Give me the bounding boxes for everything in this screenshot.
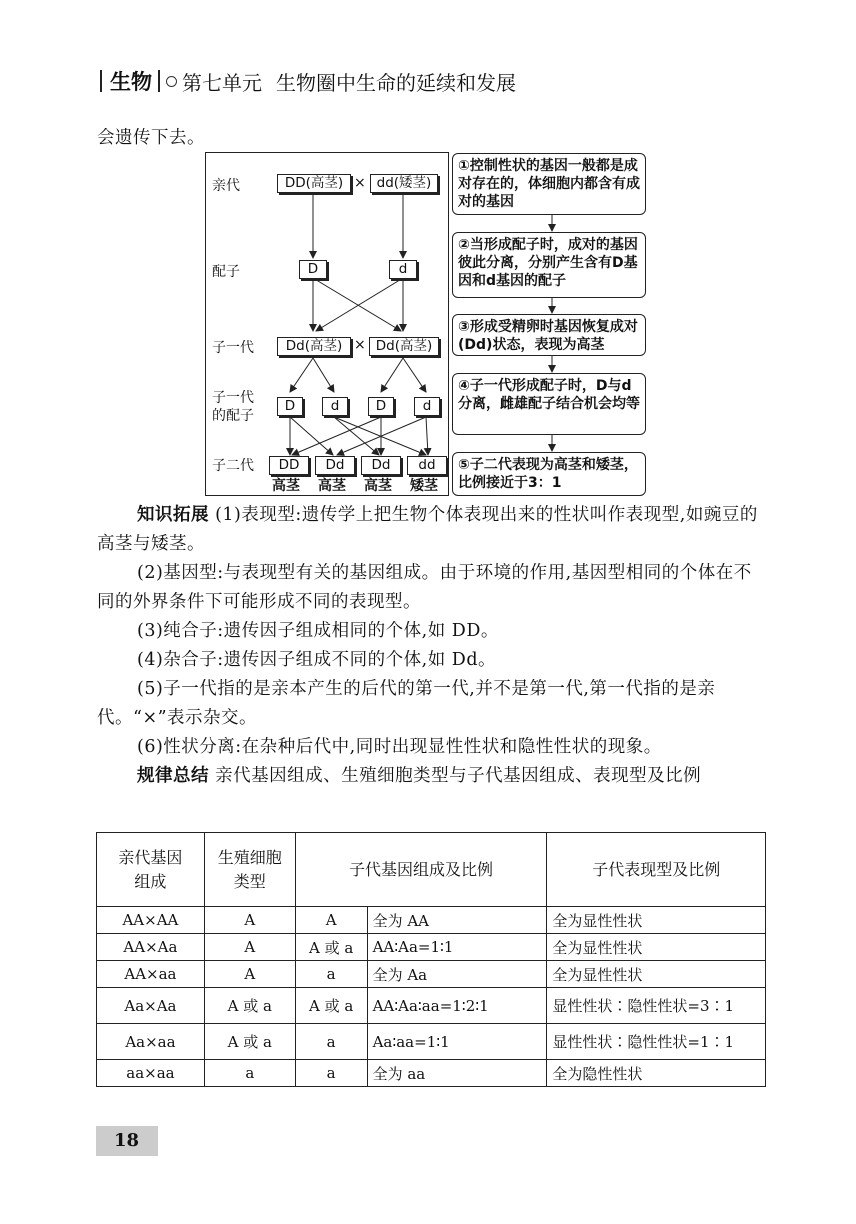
table-row (97, 907, 766, 934)
table-cell: A (295, 907, 367, 934)
f1-gamete-box: D (368, 397, 394, 416)
table-cell: AA∶Aa∶aa=1∶2∶1 (367, 988, 547, 1024)
table-cell: 显性性状∶隐性性状=1∶1 (547, 1024, 766, 1060)
knowledge-p2: (2)基因型:与表现型有关的基因组成。由于环境的作用,基因型相同的个体在不同的外界条件下可能形成不同的表现型。 (97, 563, 752, 612)
f2-phenotype-label: 高茎 (318, 478, 346, 494)
arrow-f1a-d (313, 358, 334, 392)
unit-label: 第七单元 (182, 70, 262, 95)
f2-genotype-box: Dd (361, 456, 401, 475)
table-cell: a (204, 1060, 295, 1087)
table-cell: AA×Aa (97, 934, 205, 961)
parent-DD-box: DD(高茎) (277, 174, 351, 193)
table-header: 生殖细胞类型 (204, 833, 295, 907)
arrow-g4-dd (426, 417, 428, 455)
table-cell: A 或 a (295, 934, 367, 961)
f1-gamete-box: d (322, 397, 348, 416)
table-cell: A (204, 907, 295, 934)
table-cell: A (204, 934, 295, 961)
table-row (97, 1060, 766, 1087)
knowledge-p4: (4)杂合子:遗传因子组成不同的个体,如 Dd。 (137, 650, 497, 670)
subject-label: 生物 (110, 70, 152, 94)
table-header: 亲代基因组成 (97, 833, 205, 907)
step-4-box: ④子一代形成配子时，D与d分离，雌雄配子结合机会均等 (452, 373, 646, 435)
f2-genotype-box: Dd (315, 456, 355, 475)
table-row (97, 934, 766, 961)
table-row (97, 988, 766, 1024)
gamete-D-box: D (299, 260, 327, 279)
row-label-f2: 子二代 (212, 458, 254, 474)
f2-phenotype-label: 高茎 (364, 478, 392, 494)
table-cell: a (295, 961, 367, 988)
f1-box-right: Dd(高茎) (369, 337, 439, 356)
table-cell: A 或 a (204, 988, 295, 1024)
table-row (97, 961, 766, 988)
f2-genotype-box: DD (269, 456, 309, 475)
intro-text: 会遗传下去。 (97, 128, 205, 148)
f1-gamete-box: d (414, 397, 440, 416)
arrow-f1a-D (290, 358, 313, 392)
f2-genotype-box: dd (407, 456, 447, 475)
table-row (97, 1024, 766, 1060)
cross-symbol-f1: × (354, 337, 366, 353)
row-label-parent: 亲代 (212, 178, 240, 194)
chapter-title: 生物圈中生命的延续和发展 (276, 70, 516, 95)
header-bar (100, 70, 102, 92)
step-5-box: ⑤子二代表现为高茎和矮茎，比例接近于3：1 (452, 452, 646, 496)
table-cell: 全为 AA (367, 907, 547, 934)
arrow-f1b-d (403, 358, 426, 392)
arrow-d-f1-left (316, 278, 403, 331)
table-cell: 全为显性性状 (547, 907, 766, 934)
knowledge-section (97, 501, 767, 791)
arrow-g3-DD (292, 417, 381, 455)
table-cell: a (295, 1060, 367, 1087)
table-cell: A (204, 961, 295, 988)
arrow-g2-Dd (334, 417, 379, 455)
parent-dd-box: dd(矮茎) (370, 174, 438, 193)
table-cell: AA∶Aa=1∶1 (367, 934, 547, 961)
knowledge-heading: 知识拓展 (137, 505, 209, 525)
diagram-arrows (206, 153, 448, 495)
table-cell: Aa∶aa=1∶1 (367, 1024, 547, 1060)
f1-box-left: Dd(高茎) (277, 337, 351, 356)
knowledge-p6: (6)性状分离:在杂种后代中,同时出现显性性状和隐性性状的现象。 (137, 737, 662, 757)
knowledge-p1 (97, 501, 767, 559)
summary-heading: 规律总结 (137, 766, 209, 786)
table-header: 子代基因组成及比例 (295, 833, 547, 907)
table-header: 子代表现型及比例 (547, 833, 766, 907)
f1-gamete-box: D (277, 397, 303, 416)
table-cell: 全为隐性性状 (547, 1060, 766, 1087)
table-header-row (97, 833, 766, 907)
table-cell: Aa×aa (97, 1024, 205, 1060)
circle-bullet-icon (166, 76, 177, 87)
row-label-f1: 子一代 (212, 340, 254, 356)
table-cell: 全为显性性状 (547, 961, 766, 988)
f2-phenotype-label: 矮茎 (410, 478, 438, 494)
table-cell: A 或 a (295, 988, 367, 1024)
page-number: 18 (96, 1126, 158, 1156)
table-cell: aa×aa (97, 1060, 205, 1087)
page-header (100, 66, 516, 96)
arrow-g1-Dd (290, 417, 333, 455)
table-cell: 全为 aa (367, 1060, 547, 1087)
row-label-f1-gamete: 子一代 (212, 390, 254, 406)
step-3-box: ③形成受精卵时基因恢复成对(Dd)状态，表现为高茎 (452, 314, 646, 356)
table-cell: 全为 Aa (367, 961, 547, 988)
row-label-gamete: 配子 (212, 264, 240, 280)
table-cell: 显性性状∶隐性性状=3∶1 (547, 988, 766, 1024)
knowledge-p5: (5)子一代指的是亲本产生的后代的第一代,并不是第一代,第一代指的是亲代。“×”表示杂交。 (97, 679, 716, 728)
table-cell: a (295, 1024, 367, 1060)
gamete-d-box: d (389, 260, 417, 279)
knowledge-p3: (3)纯合子:遗传因子组成相同的个体,如 DD。 (137, 621, 499, 641)
summary-paragraph (97, 762, 767, 791)
genotype-table (96, 832, 766, 1087)
knowledge-p1-text: (1)表现型:遗传学上把生物个体表现出来的性状叫作表现型,如豌豆的高茎与矮茎。 (97, 505, 758, 554)
step-2-box: ②当形成配子时，成对的基因彼此分离，分别产生含有D基因和d基因的配子 (452, 232, 646, 298)
genetic-diagram (205, 152, 449, 496)
table-cell: AA×AA (97, 907, 205, 934)
cross-symbol: × (354, 175, 366, 191)
table-cell: AA×aa (97, 961, 205, 988)
table-cell: 全为显性性状 (547, 934, 766, 961)
f2-phenotype-label: 高茎 (272, 478, 300, 494)
header-divider (158, 70, 160, 92)
arrow-D-f1-right (313, 278, 401, 331)
summary-text: 亲代基因组成、生殖细胞类型与子代基因组成、表现型及比例 (215, 766, 702, 786)
table-cell: A 或 a (204, 1024, 295, 1060)
step-1-box: ①控制性状的基因一般都是成对存在的，体细胞内都含有成对的基因 (452, 153, 646, 215)
arrow-f1b-D (381, 358, 403, 392)
table-cell: Aa×Aa (97, 988, 205, 1024)
row-label-f1-gamete-2: 的配子 (212, 408, 254, 424)
